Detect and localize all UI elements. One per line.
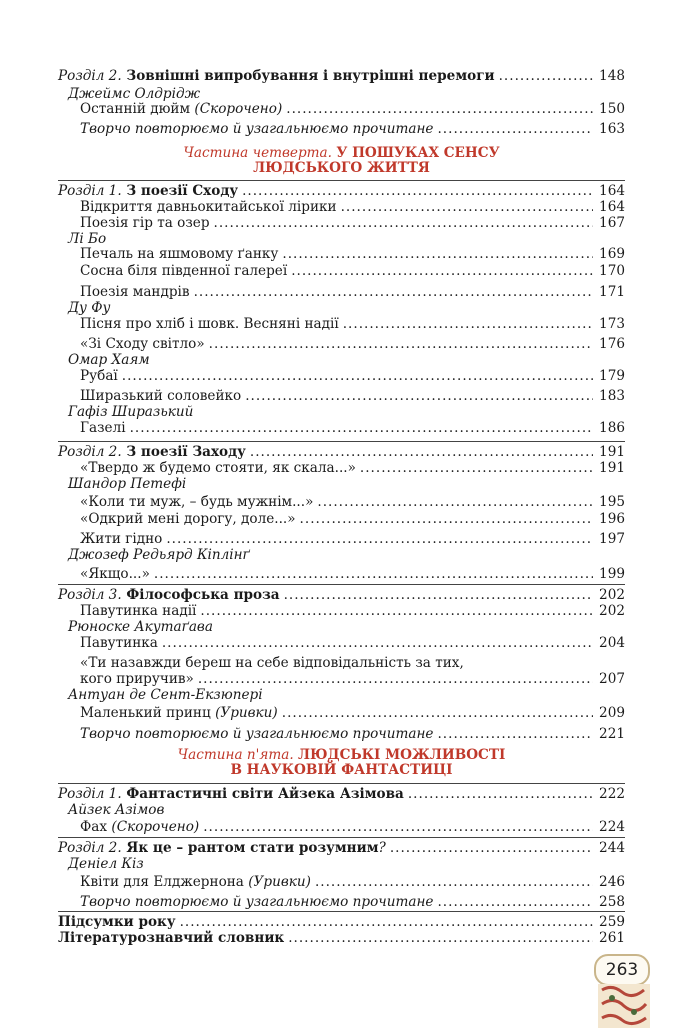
toc-entry[interactable]: [80, 121, 625, 137]
title-segment: Поезія мандрів: [80, 284, 190, 300]
part-heading: [58, 146, 625, 176]
toc-page-number: 169: [599, 246, 625, 262]
dot-leader: [300, 511, 593, 527]
toc-page-number: 167: [599, 215, 625, 231]
toc-entry-title: [80, 246, 278, 262]
title-segment: «Коли ти муж, – будь мужнім...»: [80, 494, 314, 510]
toc-entry[interactable]: [80, 603, 625, 619]
part-name: В НАУКОВІЙ ФАНТАСТИЦІ: [230, 762, 453, 778]
dot-leader: [245, 388, 593, 404]
dot-leader: [122, 368, 593, 384]
title-segment: Сосна біля південної галереї: [80, 263, 288, 279]
toc-entry-title: [80, 336, 205, 352]
toc-page-number: 209: [599, 705, 625, 721]
title-segment: (Скорочено): [194, 101, 283, 117]
title-segment: Розділ 1.: [58, 786, 122, 802]
title-segment: Фантастичні світи Айзека Азімова: [121, 786, 404, 802]
toc-entry-title: [58, 930, 284, 946]
title-segment: Підсумки року: [58, 914, 176, 930]
title-segment: «Якщо...»: [80, 566, 150, 582]
divider: [58, 783, 625, 784]
toc-page-number: 171: [599, 284, 625, 300]
toc-entry-line: «Ти назавжди береш на себе відповідальність за тих,: [80, 655, 464, 671]
toc-page-number: 179: [599, 368, 625, 384]
author-name: Гафіз Ширазький: [68, 404, 194, 420]
toc-page-number: 244: [599, 840, 625, 856]
dot-leader: [166, 531, 593, 547]
dot-leader: [390, 840, 593, 856]
toc-entry-title: [80, 635, 158, 651]
toc-entry[interactable]: [58, 914, 625, 930]
title-segment: Відкриття давньокитайської лірики: [80, 199, 337, 215]
title-segment: Ширазький соловейко: [80, 388, 242, 404]
toc-entry[interactable]: [58, 587, 625, 603]
toc-page-number: 207: [599, 671, 625, 687]
dot-leader: [286, 101, 593, 117]
part-name: ЛЮДСЬКОГО ЖИТТЯ: [253, 160, 430, 176]
toc-entry[interactable]: [80, 215, 625, 231]
author-name: Шандор Петефі: [68, 476, 187, 492]
title-segment: Пісня про хліб і шовк. Весняні надії: [80, 316, 339, 332]
title-segment: Творчо повторюємо й узагальнюємо прочитане: [80, 121, 434, 137]
toc-page-number: 183: [599, 388, 625, 404]
author-name: Джозеф Редьярд Кіплінґ: [68, 547, 250, 563]
title-segment: Філософська проза: [121, 587, 280, 603]
toc-entry[interactable]: [80, 566, 625, 582]
toc-entry[interactable]: [80, 336, 625, 352]
toc-entry-title: [80, 819, 199, 835]
title-segment: Маленький принц: [80, 705, 216, 721]
part-name: ЛЮДСЬКІ МОЖЛИВОСТІ: [298, 747, 506, 763]
title-segment: Фах: [80, 819, 112, 835]
toc-entry[interactable]: [80, 368, 625, 384]
toc-entry[interactable]: [80, 246, 625, 262]
toc-entry-title: [80, 316, 339, 332]
toc-page-number: 170: [599, 263, 625, 279]
toc-entry[interactable]: [80, 263, 625, 279]
toc-entry[interactable]: [80, 511, 625, 527]
toc-entry[interactable]: [58, 930, 625, 946]
toc-entry[interactable]: [80, 420, 625, 436]
title-segment: Останній дюйм: [80, 101, 195, 117]
dot-leader: [214, 215, 593, 231]
part-name: У ПОШУКАХ СЕНСУ: [336, 145, 500, 161]
dot-leader: [250, 444, 593, 460]
dot-leader: [282, 705, 593, 721]
toc-page-number: 164: [599, 183, 625, 199]
divider: [58, 584, 625, 585]
title-segment: (Скорочено): [111, 819, 200, 835]
toc-page-number: 173: [599, 316, 625, 332]
title-segment: (Уривки): [248, 874, 311, 890]
dot-leader: [437, 726, 593, 742]
part-label: Частина четверта.: [183, 145, 332, 161]
toc-entry-title: [80, 603, 196, 619]
toc-entry-title: [80, 726, 433, 742]
toc-page-number: 199: [599, 566, 625, 582]
toc-page-number: 195: [599, 494, 625, 510]
title-segment: Творчо повторюємо й узагальнюємо прочитане: [80, 894, 434, 910]
toc-entry[interactable]: [80, 460, 625, 476]
divider: [58, 837, 625, 838]
author-name: Лі Бо: [68, 231, 107, 247]
toc-entry-title: [80, 101, 282, 117]
dot-leader: [209, 336, 593, 352]
toc-entry-title: [80, 121, 433, 137]
toc-entry-title: [58, 444, 246, 460]
toc-entry[interactable]: [80, 705, 625, 721]
toc-entry-title: [58, 183, 238, 199]
dot-leader: [194, 284, 593, 300]
toc-page-number: 164: [599, 199, 625, 215]
toc-page-number: 191: [599, 444, 625, 460]
toc-entry[interactable]: [80, 531, 625, 547]
toc-page-number: 191: [599, 460, 625, 476]
toc-entry-title: [80, 671, 194, 687]
toc-entry[interactable]: [58, 444, 625, 460]
dot-leader: [162, 635, 593, 651]
dot-leader: [288, 930, 593, 946]
title-segment: «Одкрий мені дорогу, доле...»: [80, 511, 296, 527]
title-segment: Рубаї: [80, 368, 118, 384]
toc-entry-title: [80, 420, 126, 436]
toc-entry[interactable]: [58, 68, 625, 84]
toc-entry-title: [80, 894, 433, 910]
dot-leader: [437, 121, 593, 137]
dot-leader: [343, 316, 593, 332]
dot-leader: [341, 199, 593, 215]
title-segment: Творчо повторюємо й узагальнюємо прочитане: [80, 726, 434, 742]
author-name: Ду Фу: [68, 300, 111, 316]
title-segment: кого приручив»: [80, 671, 194, 687]
toc-entry[interactable]: [80, 671, 625, 687]
author-name: Айзек Азімов: [68, 802, 165, 818]
title-segment: Розділ 1.: [58, 183, 122, 199]
dot-leader: [317, 494, 593, 510]
toc-page-number: 261: [599, 930, 625, 946]
author-name: Деніел Кіз: [68, 856, 144, 872]
dot-leader: [291, 263, 593, 279]
toc-entry[interactable]: [80, 726, 625, 742]
title-segment: (Уривки): [215, 705, 278, 721]
dot-leader: [130, 420, 593, 436]
toc-page-number: 204: [599, 635, 625, 651]
author-name: Антуан де Сент-Екзюпері: [68, 687, 263, 703]
toc-page-number: 224: [599, 819, 625, 835]
toc-page-number: 176: [599, 336, 625, 352]
title-segment: Жити гідно: [80, 531, 163, 547]
toc-entry[interactable]: [80, 819, 625, 835]
toc-entry[interactable]: [80, 101, 625, 117]
toc-entry-title: [80, 215, 210, 231]
toc-entry-title: [80, 263, 287, 279]
toc-entry-title: [80, 284, 190, 300]
toc-entry-title: [58, 786, 404, 802]
toc-entry-title: [80, 531, 162, 547]
title-segment: З поезії Заходу: [121, 444, 246, 460]
part-heading: [58, 748, 625, 778]
title-segment: Розділ 2.: [58, 444, 122, 460]
dot-leader: [154, 566, 593, 582]
toc-entry-title: [58, 587, 280, 603]
dot-leader: [499, 68, 593, 84]
dot-leader: [360, 460, 593, 476]
ornament-icon: [598, 984, 650, 1028]
title-segment: Квіти для Елджернона: [80, 874, 249, 890]
title-segment: «Зі Сходу світло»: [80, 336, 205, 352]
toc-entry[interactable]: [80, 635, 625, 651]
dot-leader: [180, 914, 593, 930]
toc-entry[interactable]: [80, 494, 625, 510]
dot-leader: [203, 819, 593, 835]
toc-page-number: 186: [599, 420, 625, 436]
title-segment: Як це – рантом стати розумним: [121, 840, 379, 856]
title-segment: «Твердо ж будемо стояти, як скала...»: [80, 460, 356, 476]
toc-page-number: 150: [599, 101, 625, 117]
toc-entry[interactable]: [80, 284, 625, 300]
toc-entry-title: [80, 874, 311, 890]
toc-entry-title: [80, 388, 241, 404]
toc-entry-title: [80, 368, 118, 384]
toc-entry-title: [80, 705, 278, 721]
toc-entry[interactable]: [58, 183, 625, 199]
dot-leader: [282, 246, 593, 262]
dot-leader: [284, 587, 593, 603]
toc-page-number: 196: [599, 511, 625, 527]
toc-entry-title: [80, 566, 150, 582]
dot-leader: [437, 894, 593, 910]
title-segment: Печаль на яшмовому ґанку: [80, 246, 279, 262]
toc-page-number: 258: [599, 894, 625, 910]
toc-page-number: 222: [599, 786, 625, 802]
toc-page-number: 246: [599, 874, 625, 890]
dot-leader: [242, 183, 593, 199]
toc-entry[interactable]: [58, 840, 625, 856]
dot-leader: [315, 874, 593, 890]
divider: [58, 180, 625, 181]
toc-entry-title: [58, 840, 386, 856]
toc-entry-title: [80, 199, 337, 215]
title-segment: ?: [378, 840, 386, 856]
title-segment: Літературознавчий словник: [58, 930, 285, 946]
title-segment: Розділ 2.: [58, 68, 122, 84]
toc-page-number: 148: [599, 68, 625, 84]
toc-entry-title: [80, 511, 296, 527]
toc-entry-title: [58, 914, 176, 930]
toc-entry[interactable]: [80, 894, 625, 910]
toc-entry[interactable]: [80, 874, 625, 890]
author-name: Джеймс Олдрідж: [68, 86, 201, 102]
title-segment: Зовнішні випробування і внутрішні перемоги: [121, 68, 495, 84]
dot-leader: [198, 671, 593, 687]
toc-page-number: 163: [599, 121, 625, 137]
toc-page-number: 221: [599, 726, 625, 742]
toc-page-number: 202: [599, 603, 625, 619]
toc-page-number: 202: [599, 587, 625, 603]
toc-entry-title: [58, 68, 495, 84]
toc-entry[interactable]: [58, 786, 625, 802]
part-label: Частина п'ята.: [177, 747, 294, 763]
toc-entry[interactable]: [80, 388, 625, 404]
toc-entry-title: [80, 460, 356, 476]
toc-entry[interactable]: [80, 316, 625, 332]
dot-leader: [200, 603, 593, 619]
title-segment: З поезії Сходу: [121, 183, 239, 199]
dot-leader: [408, 786, 593, 802]
toc-entry[interactable]: [80, 199, 625, 215]
title-segment: Павутинка надії: [80, 603, 197, 619]
toc-entry-title: [80, 494, 313, 510]
title-segment: Газелі: [80, 420, 126, 436]
page-number: 263: [594, 954, 650, 986]
toc-page-number: 259: [599, 914, 625, 930]
toc-page-number: 197: [599, 531, 625, 547]
author-name: Рюноске Акутаґава: [68, 619, 213, 635]
title-segment: Павутинка: [80, 635, 158, 651]
divider: [58, 441, 625, 442]
title-segment: Розділ 3.: [58, 587, 122, 603]
divider: [58, 911, 625, 912]
author-name: Омар Хаям: [68, 352, 150, 368]
title-segment: Поезія гір та озер: [80, 215, 210, 231]
title-segment: Розділ 2.: [58, 840, 122, 856]
